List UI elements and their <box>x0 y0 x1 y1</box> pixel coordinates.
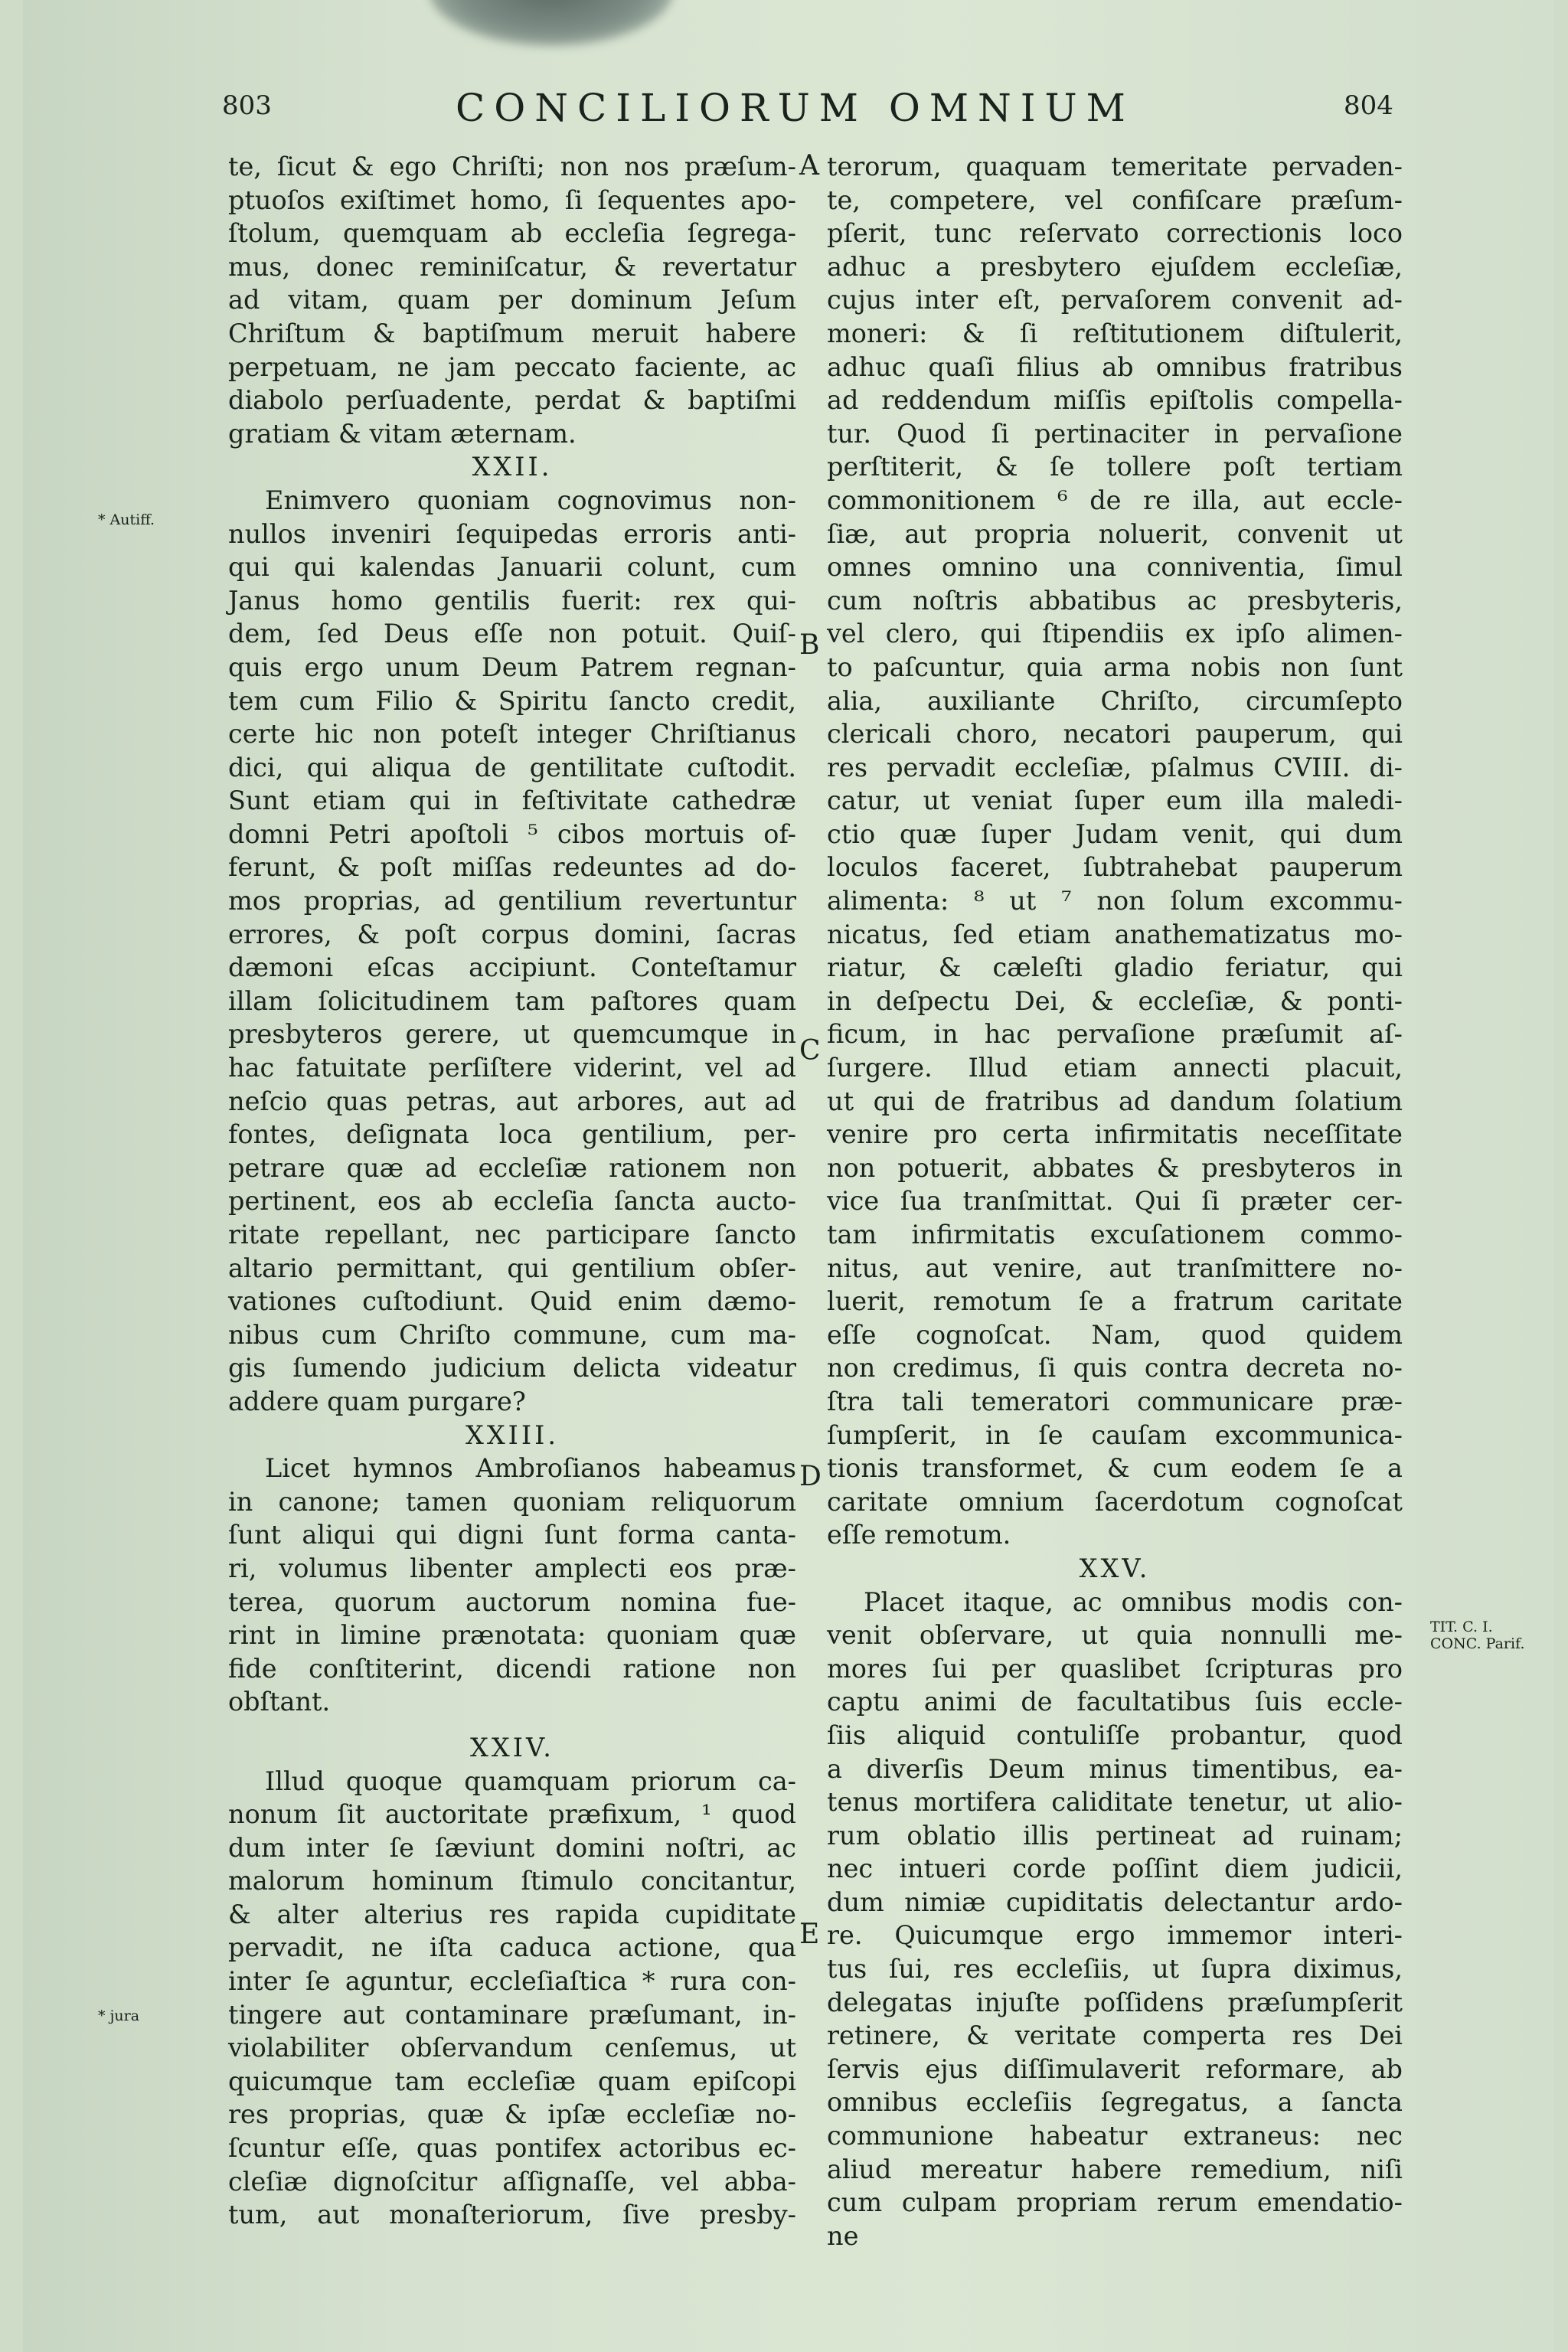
text-line: ſiæ, aut propria noluerit, convenit ut <box>827 518 1403 549</box>
section-heading: XXIV. <box>470 1732 554 1762</box>
text-line: te, competere, vel confiſcare præſum- <box>827 185 1403 215</box>
text-line: tionis transformet, & cum eodem ſe a <box>827 1453 1403 1484</box>
text-line: dem, ſed Deus eſſe non potuit. Quiſ- <box>228 619 796 649</box>
text-line: rum oblatio illis pertineat ad ruinam; <box>827 1820 1403 1851</box>
text-line: loculos faceret, ſubtrahebat pauperum <box>827 852 1403 883</box>
text-line: ptuoſos exiſtimet homo, ſi ſequentes apo- <box>228 185 796 215</box>
text-line: obſtant. <box>228 1687 331 1717</box>
text-line: venire pro certa infirmitatis neceſſitate <box>827 1119 1403 1150</box>
text-line: malorum hominum ſtimulo concitantur, <box>228 1866 796 1896</box>
page-number-right: 804 <box>1344 90 1393 121</box>
text-line: nicatus, ſed etiam anathematizatus mo- <box>827 919 1403 949</box>
text-line: vationes cuſtodiunt. Quid enim dæmo- <box>228 1286 796 1317</box>
text-line: adhuc a presbytero ejuſdem eccleſiæ, <box>827 251 1403 282</box>
text-line: tam infirmitatis excuſationem commo- <box>827 1220 1403 1250</box>
text-line: quis ergo unum Deum Patrem regnan- <box>228 652 796 682</box>
text-line: venit obſervare, ut quia nonnulli me- <box>827 1620 1403 1651</box>
text-line: tem cum Filio & Spiritu ſancto credit, <box>228 685 796 716</box>
text-line: moneri: & ſi reſtitutionem diſtulerit, <box>827 318 1403 348</box>
text-line: te, ſicut & ego Chriſti; non nos præſum- <box>228 152 796 181</box>
running-title: CONCILIORUM OMNIUM <box>456 86 1135 130</box>
text-line: Janus homo gentilis fuerit: rex qui- <box>228 585 796 616</box>
text-line: violabiliter obſervandum cenſemus, ut <box>228 2033 796 2063</box>
text-line: gis ſumendo judicium delicta videatur <box>228 1353 796 1383</box>
text-line: retinere, & veritate comperta res Dei <box>827 2020 1403 2051</box>
text-line: errores, & poſt corpus domini, ſacras <box>228 919 796 949</box>
text-line: res proprias, quæ & ipſæ eccleſiæ no- <box>228 2099 796 2130</box>
text-line: cleſiæ dignoſcitur aſſignaſſe, vel abba- <box>228 2166 796 2197</box>
text-line: ferunt, & poſt miſſas redeuntes ad do- <box>228 852 796 883</box>
section-heading: XXV. <box>1079 1553 1151 1583</box>
text-line: rint in limine prænotata: quoniam quæ <box>228 1620 796 1651</box>
text-line: fide conſtiterint, dicendi ratione non <box>228 1653 796 1684</box>
text-line: ſtolum, quemquam ab eccleſia ſegrega- <box>228 218 796 249</box>
text-line: ri, volumus libenter amplecti eos præ- <box>228 1553 796 1583</box>
text-line: nibus cum Chriſto commune, cum ma- <box>228 1319 796 1350</box>
text-line: nec intueri corde poſſint diem judicii, <box>827 1854 1403 1884</box>
text-line: illam ſolicitudinem tam paſtores quam <box>228 985 796 1016</box>
margin-note-autiff: * Autiff. <box>98 511 155 528</box>
margin-note-tit-conc: TIT. C. I. CONC. Parif. <box>1430 1619 1525 1652</box>
text-line: vel clero, qui ſtipendiis ex ipſo alimen- <box>827 619 1403 649</box>
text-line: Chriſtum & baptiſmum meruit habere <box>228 318 796 348</box>
text-line: in deſpectu Dei, & eccleſiæ, & ponti- <box>827 985 1403 1016</box>
text-line: Placet itaque, ac omnibus modis con- <box>864 1586 1403 1617</box>
text-line: ad vitam, quam per dominum Jeſum <box>228 285 796 315</box>
text-line: commonitionem ⁶ de re illa, aut eccle- <box>827 485 1403 515</box>
text-line: addere quam purgare? <box>228 1386 526 1416</box>
text-line: nitus, aut venire, aut tranſmittere no- <box>827 1253 1403 1283</box>
text-line: diabolo perſuadente, perdat & baptiſmi <box>228 385 796 416</box>
text-line: omnibus eccleſiis ſegregatus, a ſancta <box>827 2087 1403 2118</box>
text-line: pſerit, tunc reſervato correctionis loco <box>827 218 1403 249</box>
text-line: quicumque tam eccleſiæ quam epiſcopi <box>228 2066 796 2096</box>
section-heading: XXII. <box>472 452 553 482</box>
right-column <box>827 150 1403 2252</box>
text-line: tus ſui, res eccleſiis, ut ſupra diximus, <box>827 1954 1403 1984</box>
text-line: non credimus, ſi quis contra decreta no- <box>827 1353 1403 1383</box>
text-line: dum inter ſe ſæviunt domini noſtri, ac <box>228 1832 796 1863</box>
text-line: & alter alterius res rapida cupiditate <box>228 1899 796 1929</box>
text-line: non potuerit, abbates & presbyteros in <box>827 1152 1403 1183</box>
text-line: catur, ut veniat ſuper eum illa maledi- <box>827 786 1403 816</box>
text-line: petrare quæ ad eccleſiæ rationem non <box>228 1152 796 1183</box>
text-line: vice ſua tranſmittat. Qui ſi præter cer- <box>827 1186 1403 1217</box>
text-line: Licet hymnos Ambroſianos habeamus <box>265 1453 796 1484</box>
text-line: eſſe remotum. <box>827 1520 1011 1550</box>
text-line: gratiam & vitam æternam. <box>228 418 577 449</box>
text-line: dæmoni eſcas accipiunt. Conteſtamur <box>228 952 796 983</box>
text-line: perſtiterit, & ſe tollere poſt tertiam <box>827 452 1403 482</box>
text-line: luerit, remotum ſe a fratrum caritate <box>827 1286 1403 1317</box>
text-line: re. Quicumque ergo immemor interi- <box>827 1920 1403 1951</box>
text-line: caritate omnium ſacerdotum cognoſcat <box>827 1486 1403 1517</box>
text-line: tum, aut monaſteriorum, ſive presby- <box>228 2200 796 2230</box>
text-line: tur. Quod ſi pertinaciter in pervaſione <box>827 418 1403 449</box>
text-line: ſiis aliquid contuliſſe probantur, quod <box>827 1720 1403 1750</box>
text-line: omnes omnino una conniventia, ſimul <box>827 552 1403 583</box>
text-line: captu animi de facultatibus ſuis eccle- <box>827 1687 1403 1717</box>
left-column <box>228 150 796 2232</box>
text-line: ut qui de fratribus ad dandum ſolatium <box>827 1086 1403 1116</box>
text-line: ſervis ejus diſſimulaverit reformare, ab <box>827 2053 1403 2084</box>
text-line: fontes, deſignata loca gentilium, per- <box>228 1119 796 1150</box>
text-line: alimenta: ⁸ ut ⁷ non ſolum excommu- <box>827 886 1403 916</box>
text-line: Sunt etiam qui in feſtivitate cathedræ <box>228 786 796 816</box>
text-line: tenus mortifera caliditate tenetur, ut alio- <box>827 1787 1403 1818</box>
text-line: pertinent, eos ab eccleſia ſancta aucto- <box>228 1186 796 1217</box>
text-line: eſſe cognoſcat. Nam, quod quidem <box>827 1319 1403 1350</box>
text-line: cum noſtris abbatibus ac presbyteris, <box>827 585 1403 616</box>
text-line: communione habeatur extraneus: nec <box>827 2121 1403 2151</box>
text-line: dici, qui aliqua de gentilitate cuſtodit. <box>228 752 796 782</box>
text-line: mores ſui per quaslibet ſcripturas pro <box>827 1653 1403 1684</box>
text-line: qui qui kalendas Januarii colunt, cum <box>228 552 796 583</box>
text-line: ſtra tali temeratori communicare præ- <box>827 1386 1403 1416</box>
text-line: a diverſis Deum minus timentibus, ea- <box>827 1753 1403 1784</box>
text-line: dum nimiæ cupiditatis delectantur ardo- <box>827 1886 1403 1917</box>
text-line: cujus inter eſt, pervaſorem convenit ad- <box>827 285 1403 315</box>
text-line: ſcuntur eſſe, quas pontifex actoribus ec- <box>228 2133 796 2164</box>
text-line: riatur, & cæleſti gladio feriatur, qui <box>827 952 1403 983</box>
text-line: domni Petri apoſtoli ⁵ cibos mortuis of- <box>228 818 796 849</box>
text-line: presbyteros gerere, ut quemcumque in <box>228 1019 796 1050</box>
text-line: nonum ſit auctoritate præfixum, ¹ quod <box>228 1799 796 1830</box>
text-line: tingere aut contaminare præſumant, in- <box>228 1999 796 2030</box>
margin-letter-a: A <box>799 150 819 181</box>
text-line: delegatas injuſte poſſidens præſumpſerit <box>827 1987 1403 2017</box>
text-line: hac fatuitate perſiſtere viderint, vel ad <box>228 1053 796 1083</box>
margin-letter-e: E <box>799 1919 820 1950</box>
text-line: altario permittant, qui gentilium obſer- <box>228 1253 796 1283</box>
text-line: adhuc quaſi filius ab omnibus fratribus <box>827 351 1403 382</box>
text-line: perpetuam, ne jam peccato faciente, ac <box>228 351 796 382</box>
text-line: Illud quoque quamquam priorum ca- <box>265 1766 796 1796</box>
text-line: Enimvero quoniam cognovimus non- <box>265 485 796 515</box>
text-line: cum culpam propriam rerum emendatio- <box>827 2187 1403 2218</box>
text-line: certe hic non poteſt integer Chriſtianus <box>228 719 796 750</box>
text-line: ad reddendum miſſis epiſtolis compella- <box>827 385 1403 416</box>
text-line: alia, auxiliante Chriſto, circumſepto <box>827 685 1403 716</box>
margin-letter-d: D <box>799 1461 822 1492</box>
text-line: inter ſe aguntur, eccleſiaſtica * rura con- <box>228 1966 796 1997</box>
text-line: in canone; tamen quoniam reliquorum <box>228 1486 796 1517</box>
margin-letter-c: C <box>799 1035 821 1067</box>
text-line: terea, quorum auctorum nomina fue- <box>228 1586 796 1617</box>
page-number-left: 803 <box>222 90 272 121</box>
margin-letter-b: B <box>799 629 820 661</box>
text-line: mus, donec reminiſcatur, & revertatur <box>228 251 796 282</box>
text-line: pervadit, ne iſta caduca actione, qua <box>228 1932 796 1963</box>
text-line: terorum, quaquam temeritate pervaden- <box>827 152 1403 181</box>
text-line: mos proprias, ad gentilium revertuntur <box>228 886 796 916</box>
text-line: res pervadit eccleſiæ, pſalmus CVIII. di- <box>827 752 1403 782</box>
text-line: neſcio quas petras, aut arbores, aut ad <box>228 1086 796 1116</box>
section-spacer <box>228 1719 796 1731</box>
text-line: ſunt aliqui qui digni ſunt forma canta- <box>228 1520 796 1550</box>
section-heading: XXIII. <box>465 1419 560 1450</box>
text-line: to paſcuntur, quia arma nobis non ſunt <box>827 652 1403 682</box>
text-line: nullos inveniri ſequipedas erroris anti- <box>228 518 796 549</box>
text-line: aliud mereatur habere remedium, niſi <box>827 2154 1403 2184</box>
text-line: ſurgere. Illud etiam annecti placuit, <box>827 1053 1403 1083</box>
text-line: ſumpſerit, in ſe cauſam excommunica- <box>827 1419 1403 1450</box>
text-line: ritate repellant, nec participare ſancto <box>228 1220 796 1250</box>
text-line: clericali choro, necatori pauperum, qui <box>827 719 1403 750</box>
text-line: ne <box>827 2220 859 2251</box>
margin-note-jura: * jura <box>98 2007 140 2024</box>
text-line: ctio quæ ſuper Judam venit, qui dum <box>827 818 1403 849</box>
text-line: ficum, in hac pervaſione præſumit aſ- <box>827 1019 1403 1050</box>
